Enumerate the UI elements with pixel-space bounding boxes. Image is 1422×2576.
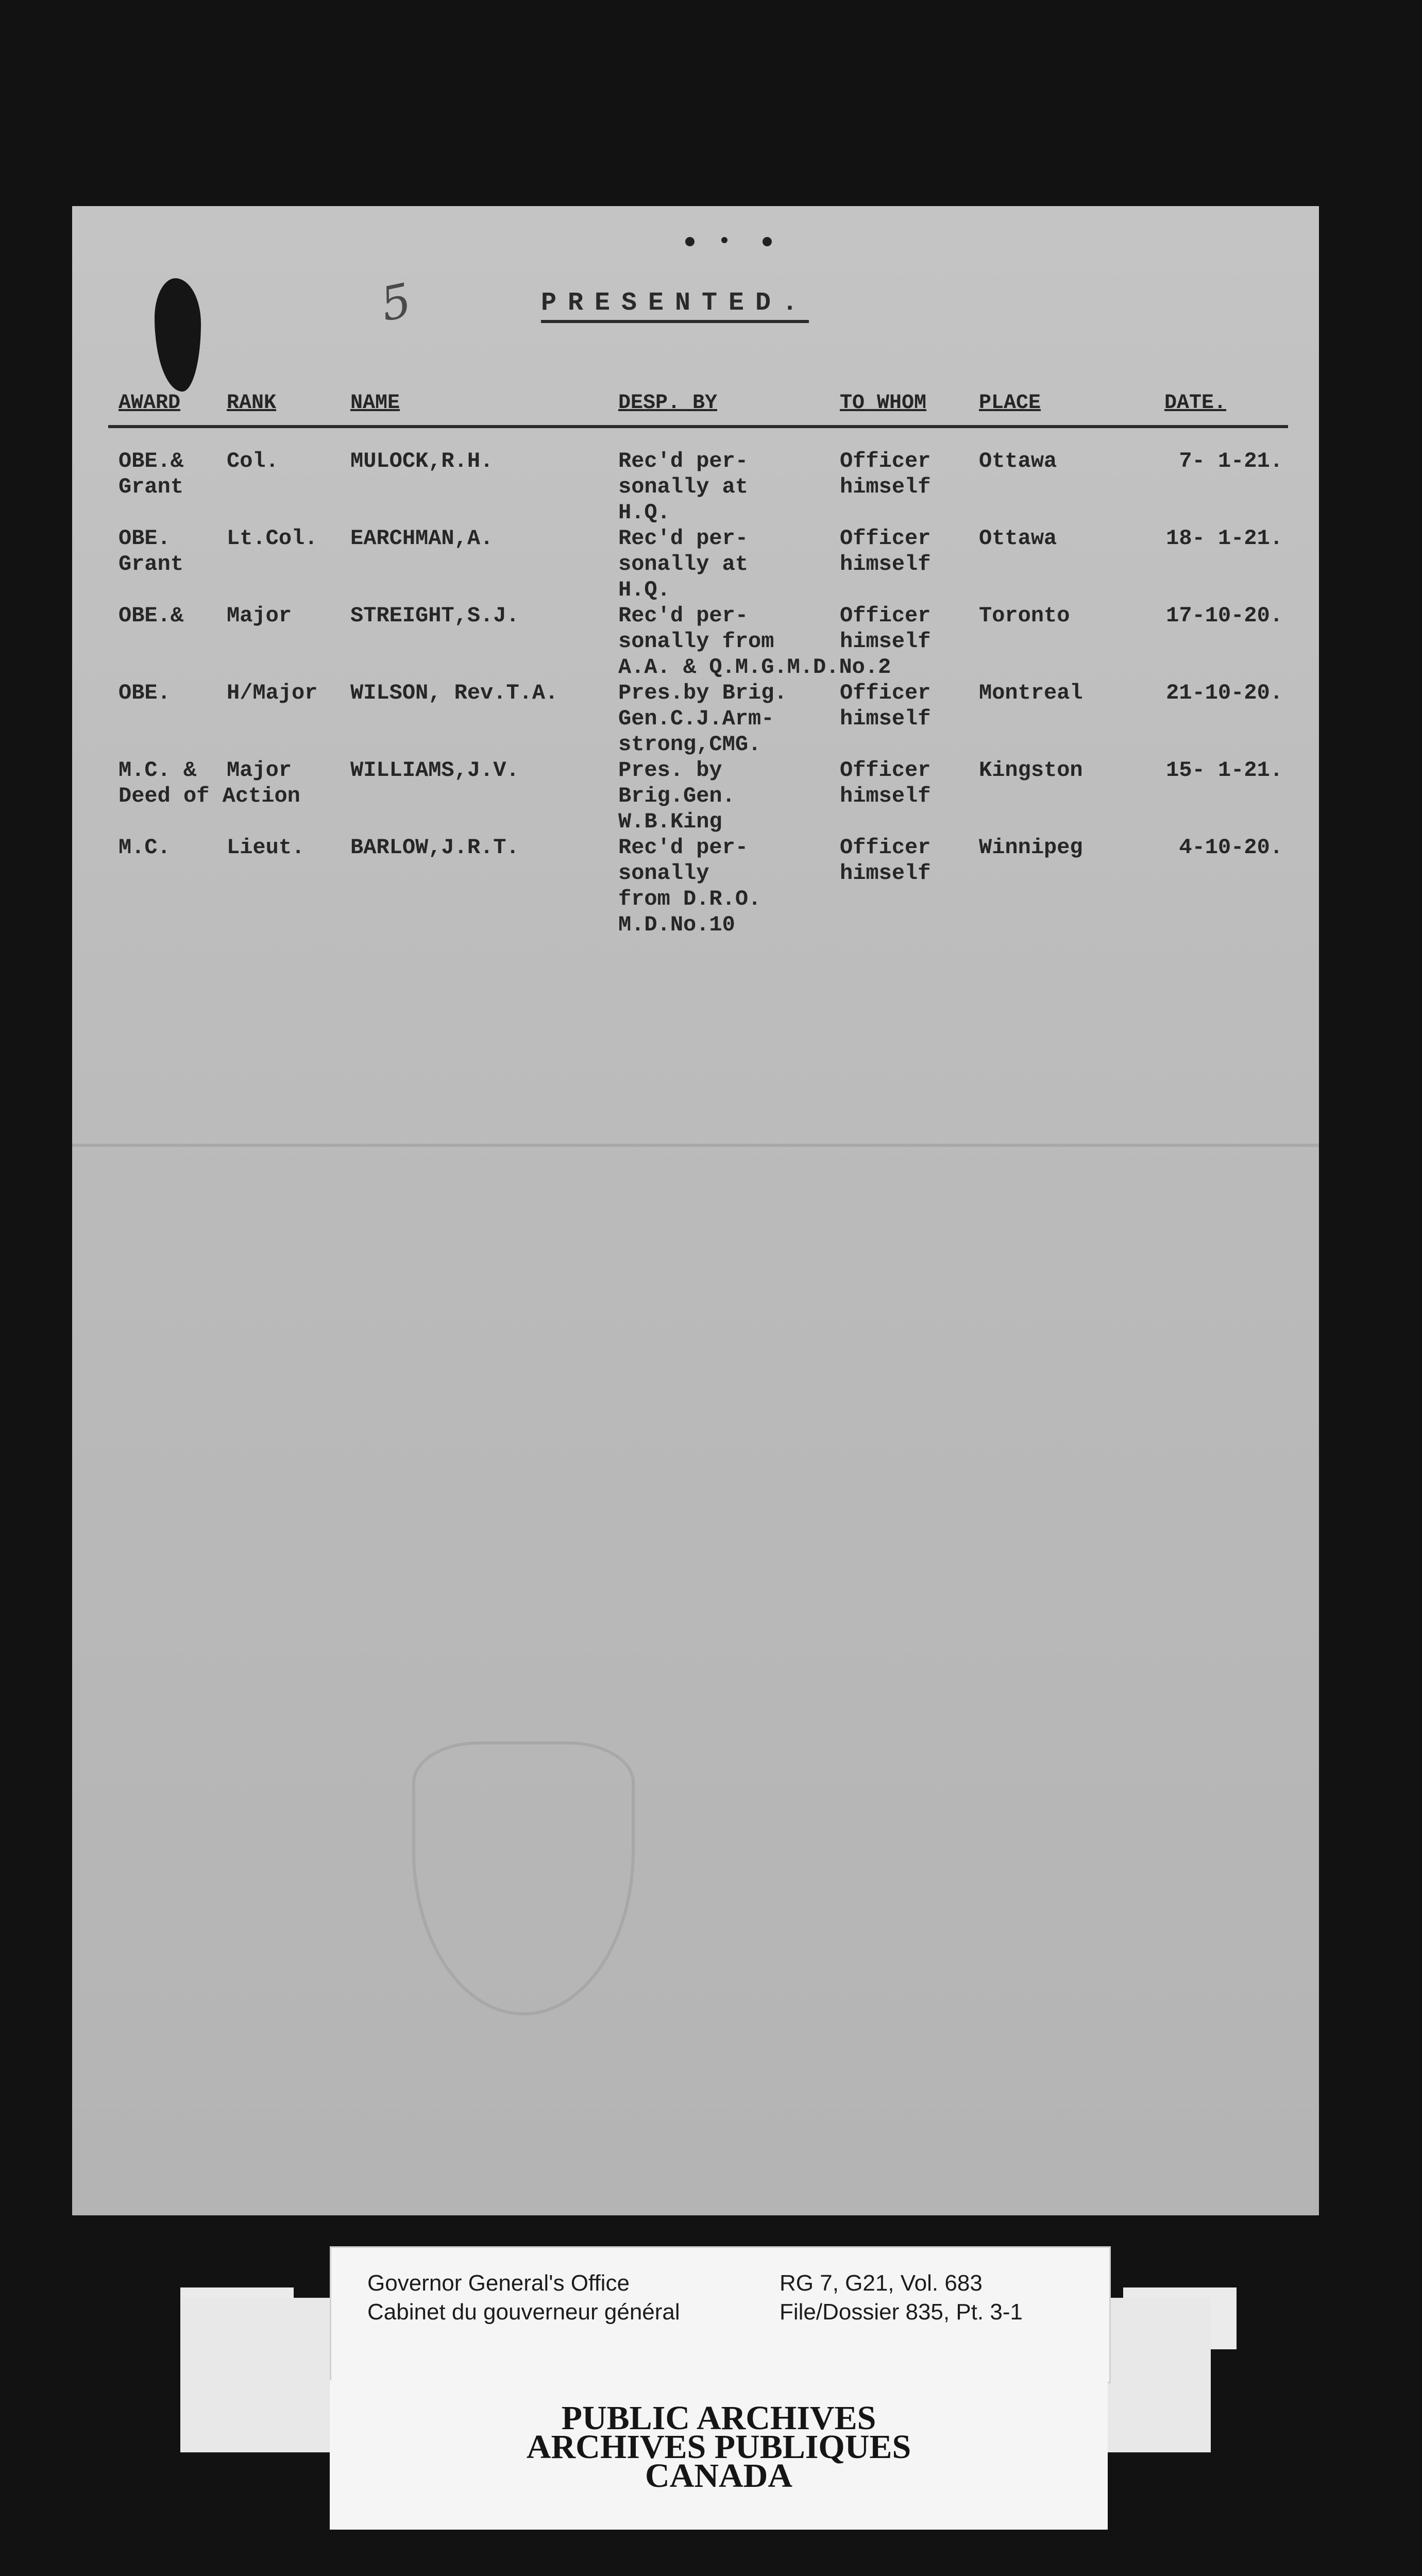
public-archives-stamp: [330, 2380, 1108, 2530]
award-cell: OBE. Grant: [118, 526, 184, 577]
office-name-en: Governor General's Office: [367, 2270, 630, 2296]
date-cell: 17-10-20.: [1166, 603, 1283, 628]
desp-by-cell: Rec'd per- sonally from A.A. & Q.M.G.M.D.No.2: [618, 603, 891, 680]
place-cell: Toronto: [979, 603, 1070, 628]
name-cell: BARLOW,J.R.T.: [350, 835, 519, 860]
name-cell: STREIGHT,S.J.: [350, 603, 519, 628]
award-cell: M.C. & Deed of Action: [118, 758, 300, 808]
column-header-award: AWARD: [118, 392, 181, 415]
rank-cell: Lt.Col.: [227, 526, 318, 551]
rank-cell: Lieut.: [227, 835, 305, 860]
faint-bleed-through: [216, 1345, 1195, 1602]
date-cell: 4-10-20.: [1179, 835, 1283, 860]
desp-by-cell: Rec'd per- sonally at H.Q.: [618, 449, 749, 525]
to-whom-cell: Officer himself: [840, 449, 931, 499]
name-cell: EARCHMAN,A.: [350, 526, 494, 551]
office-name-fr: Cabinet du gouverneur général: [367, 2299, 680, 2325]
date-cell: 18- 1-21.: [1166, 526, 1283, 551]
award-cell: OBE.&: [118, 603, 184, 628]
column-header-date: DATE.: [1164, 392, 1227, 415]
place-cell: Ottawa: [979, 526, 1057, 551]
column-header-place: PLACE: [979, 392, 1041, 415]
archive-reference-label: [330, 2246, 1111, 2383]
place-cell: Montreal: [979, 681, 1083, 705]
to-whom-cell: Officer himself: [840, 681, 931, 731]
date-cell: 7- 1-21.: [1179, 449, 1283, 473]
rank-cell: H/Major: [227, 681, 318, 705]
archives-line-fr: ARCHIVES PUBLIQUES: [526, 2428, 911, 2466]
column-header-to-whom: TO WHOM: [840, 392, 927, 415]
column-header-rank: RANK: [227, 392, 277, 415]
top-specks: [685, 237, 799, 247]
paper-fold-line: [72, 1144, 1319, 1147]
name-cell: WILSON, Rev.T.A.: [350, 681, 558, 705]
rank-cell: Major: [227, 603, 292, 628]
page-number: 5: [376, 273, 416, 332]
rank-cell: Major: [227, 758, 292, 783]
header-rule: [108, 425, 1288, 428]
reference-number: RG 7, G21, Vol. 683: [780, 2270, 983, 2296]
document-title: PRESENTED.: [541, 289, 809, 323]
award-cell: M.C.: [118, 835, 171, 860]
place-cell: Kingston: [979, 758, 1083, 783]
punch-hole-mark: [155, 278, 201, 392]
desp-by-cell: Pres. by Brig.Gen. W.B.King: [618, 758, 735, 834]
faint-watermark-shield: [412, 1741, 635, 2015]
document-page: [72, 206, 1319, 2215]
date-cell: 15- 1-21.: [1166, 758, 1283, 783]
table-header: [72, 392, 1319, 422]
award-cell: OBE.: [118, 681, 171, 705]
rank-cell: Col.: [227, 449, 279, 473]
archives-line-en: PUBLIC ARCHIVES: [561, 2399, 876, 2437]
place-cell: Winnipeg: [979, 835, 1083, 860]
name-cell: MULOCK,R.H.: [350, 449, 494, 473]
to-whom-cell: Officer himself: [840, 526, 931, 577]
to-whom-cell: Officer himself: [840, 758, 931, 808]
archives-line-country: CANADA: [645, 2457, 792, 2495]
to-whom-cell: Officer himself: [840, 603, 931, 654]
column-header-name: NAME: [350, 392, 400, 415]
award-cell: OBE.& Grant: [118, 449, 184, 499]
name-cell: WILLIAMS,J.V.: [350, 758, 519, 783]
to-whom-cell: Officer himself: [840, 835, 931, 886]
file-number: File/Dossier 835, Pt. 3-1: [780, 2299, 1023, 2325]
desp-by-cell: Rec'd per- sonally from D.R.O. M.D.No.10: [618, 835, 761, 937]
column-header-desp-by: DESP. BY: [618, 392, 718, 415]
date-cell: 21-10-20.: [1166, 681, 1283, 705]
desp-by-cell: Pres.by Brig. Gen.C.J.Arm- strong,CMG.: [618, 681, 787, 757]
desp-by-cell: Rec'd per- sonally at H.Q.: [618, 526, 749, 602]
place-cell: Ottawa: [979, 449, 1057, 473]
